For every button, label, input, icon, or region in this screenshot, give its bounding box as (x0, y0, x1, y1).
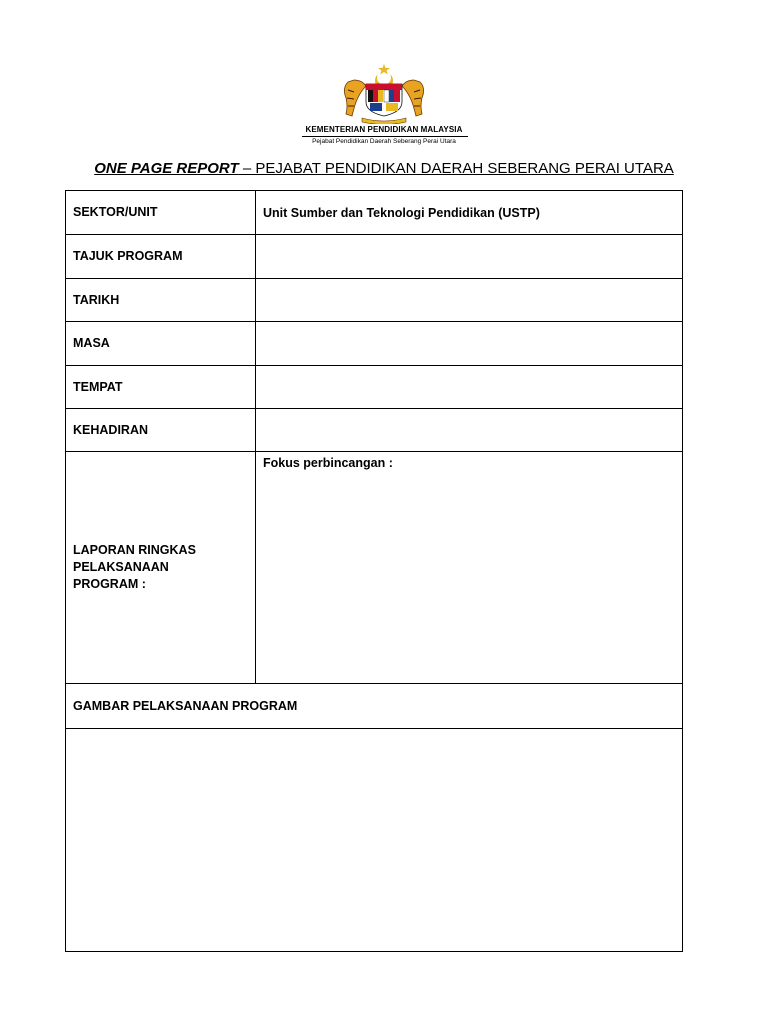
form-value-field[interactable] (256, 409, 682, 451)
form-label: TARIKH (66, 279, 256, 321)
header-divider (302, 136, 468, 137)
form-label: LAPORAN RINGKAS PELAKSANAAN PROGRAM : (66, 452, 256, 683)
ministry-name: KEMENTERIAN PENDIDIKAN MALAYSIA (305, 125, 463, 134)
form-label: SEKTOR/UNIT (66, 191, 256, 234)
report-title-rest: – PEJABAT PENDIDIKAN DAERAH SEBERANG PERAI UTARA (238, 160, 674, 177)
form-label: TEMPAT (66, 366, 256, 408)
report-title (0, 160, 768, 178)
form-value-field[interactable] (256, 235, 682, 278)
form-row-program-title (66, 235, 682, 279)
form-row-date (66, 279, 682, 322)
coat-of-arms-logo (338, 62, 430, 124)
form-label: TAJUK PROGRAM (66, 235, 256, 278)
form-row-attendance (66, 409, 682, 452)
form-row-photos-heading (66, 684, 682, 729)
form-label: KEHADIRAN (66, 409, 256, 451)
report-form (65, 190, 683, 952)
form-row-time (66, 322, 682, 366)
form-row-venue (66, 366, 682, 409)
office-name: Pejabat Pendidikan Daerah Seberang Perai Utara (312, 138, 456, 145)
photos-area[interactable] (66, 729, 682, 951)
photos-heading: GAMBAR PELAKSANAAN PROGRAM (73, 699, 298, 713)
form-label: MASA (66, 322, 256, 365)
form-value-field[interactable] (256, 366, 682, 408)
form-value-field[interactable]: Unit Sumber dan Teknologi Pendidikan (USTP) (263, 205, 540, 220)
form-value-field[interactable] (256, 279, 682, 321)
form-row-report-summary (66, 452, 682, 684)
form-value-field[interactable] (256, 322, 682, 365)
report-title-emphasis: ONE PAGE REPORT (94, 160, 239, 177)
discussion-focus-field[interactable]: Fokus perbincangan : (263, 456, 393, 470)
form-row-sector (66, 191, 682, 235)
